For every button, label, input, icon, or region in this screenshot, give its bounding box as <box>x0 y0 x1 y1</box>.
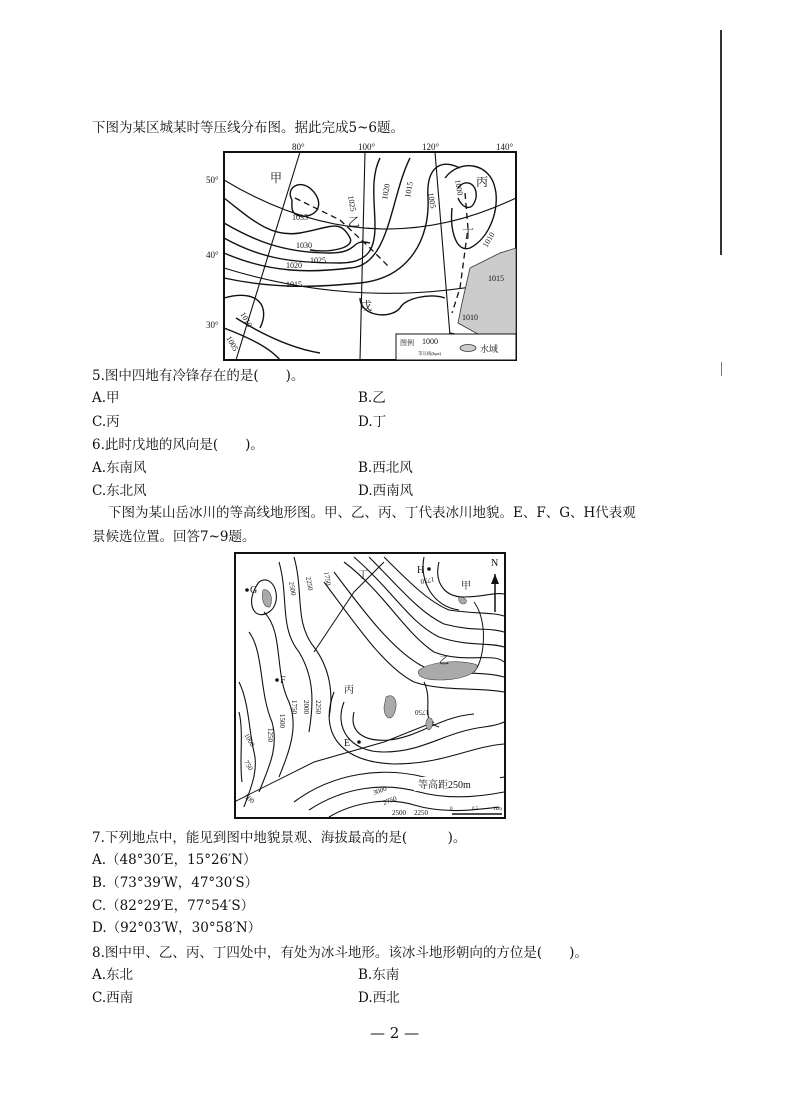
place-jia: 甲 <box>461 581 471 592</box>
isobar-map <box>200 138 530 366</box>
q7-option-b[interactable]: B.（73°39′W，47°30′S） <box>92 875 259 891</box>
svg-text:2500: 2500 <box>392 809 406 817</box>
svg-text:1750: 1750 <box>322 570 333 587</box>
svg-text:2750: 2750 <box>381 794 398 807</box>
svg-text:1750: 1750 <box>415 708 429 716</box>
q7-stem: 7.下列地点中，能见到图中地貌景观、海拔最高的是( )。 <box>92 830 467 846</box>
lat-label: 40° <box>206 250 219 260</box>
svg-text:1005: 1005 <box>224 334 241 353</box>
q5-option-d[interactable]: D.丁 <box>358 414 387 430</box>
place-wu: 戊 <box>360 299 373 313</box>
q7-option-c[interactable]: C.（82°29′E，77°54′S） <box>92 898 255 914</box>
point-h: H <box>417 565 425 576</box>
svg-text:1015: 1015 <box>286 280 302 289</box>
intro-text-5-6: 下图为某区城某时等压线分布图。据此完成5~6题。 <box>92 120 404 136</box>
place-ding: 丁 <box>358 570 368 581</box>
contour-interval: 等高距250m <box>418 780 471 791</box>
svg-text:2250: 2250 <box>304 575 315 592</box>
svg-text:3000: 3000 <box>371 784 388 797</box>
svg-text:1000: 1000 <box>242 732 257 749</box>
place-jia: 甲 <box>270 171 283 185</box>
svg-text:1010: 1010 <box>480 230 497 249</box>
svg-text:1500: 1500 <box>278 714 286 728</box>
svg-text:1750: 1750 <box>419 575 436 586</box>
svg-text:2000: 2000 <box>302 700 310 714</box>
svg-text:1000: 1000 <box>422 337 438 346</box>
q8-option-d[interactable]: D.西北 <box>358 990 400 1006</box>
legend <box>396 334 516 360</box>
svg-text:0.5: 0.5 <box>472 807 479 812</box>
place-yi: 乙 <box>348 215 361 229</box>
point-g: G <box>250 585 258 596</box>
svg-text:750: 750 <box>242 759 255 773</box>
svg-text:1010: 1010 <box>238 310 255 329</box>
q5-option-a[interactable]: A.甲 <box>92 390 120 406</box>
svg-text:1020: 1020 <box>286 261 302 270</box>
svg-text:1010: 1010 <box>462 313 478 322</box>
q7-option-d[interactable]: D.（92°03′W，30°58′N） <box>92 920 262 936</box>
lon-label: 80° <box>292 142 305 152</box>
q6-option-b[interactable]: B.西北风 <box>358 460 413 476</box>
svg-text:1025: 1025 <box>346 194 358 213</box>
svg-text:2250: 2250 <box>314 700 322 714</box>
svg-text:1030: 1030 <box>296 241 312 250</box>
svg-text:1km: 1km <box>493 807 502 812</box>
scan-mark <box>721 362 722 376</box>
svg-text:1015: 1015 <box>488 274 504 283</box>
svg-text:水域: 水域 <box>480 344 499 354</box>
svg-text:1750: 1750 <box>290 700 298 714</box>
glacier-contour-map <box>234 552 506 820</box>
point-e: E <box>344 738 351 749</box>
lon-label: 100° <box>358 142 376 152</box>
place-ding: 丁 <box>462 227 475 241</box>
lon-label: 120° <box>422 142 440 152</box>
svg-text:N: N <box>491 558 499 569</box>
q6-option-c[interactable]: C.东北风 <box>92 483 147 499</box>
q8-stem: 8.图中甲、乙、丙、丁四处中，有处为冰斗地形。该冰斗地形朝向的方位是( )。 <box>92 945 588 961</box>
svg-text:1250: 1250 <box>266 728 274 742</box>
svg-text:2500: 2500 <box>287 580 298 597</box>
svg-text:1025: 1025 <box>310 256 326 265</box>
lon-label: 140° <box>496 142 514 152</box>
q5-option-c[interactable]: C.丙 <box>92 414 120 430</box>
q5-option-b[interactable]: B.乙 <box>358 390 386 406</box>
q6-option-a[interactable]: A.东南风 <box>92 460 147 476</box>
q8-option-b[interactable]: B.东南 <box>358 967 400 983</box>
lat-label: 30° <box>206 320 219 330</box>
svg-text:1005: 1005 <box>426 191 438 210</box>
svg-text:2250: 2250 <box>414 809 428 817</box>
svg-text:图例: 图例 <box>400 339 414 347</box>
svg-text:500: 500 <box>242 792 256 806</box>
svg-text:1015: 1015 <box>403 181 415 199</box>
q8-option-c[interactable]: C.西南 <box>92 990 134 1006</box>
q8-option-a[interactable]: A.东北 <box>92 967 134 983</box>
intro-text-7-9-line1: 下图为某山岳冰川的等高线地形图。甲、乙、丙、丁代表冰川地貌。E、F、G、H代表观 <box>108 505 636 521</box>
place-bing: 丙 <box>476 175 489 189</box>
point-f: F <box>280 675 286 686</box>
lat-label: 50° <box>206 175 219 185</box>
q7-option-a[interactable]: A.（48°30′E，15°26′N） <box>92 852 257 868</box>
q5-stem: 5.图中四地有冷锋存在的是( )。 <box>92 368 305 384</box>
page-number: — 2 — <box>370 1024 420 1042</box>
scan-edge-line <box>720 30 722 255</box>
water-area <box>458 248 516 343</box>
svg-text:0: 0 <box>450 807 453 812</box>
svg-text:1020: 1020 <box>380 183 392 201</box>
q6-stem: 6.此时戊地的风向是( )。 <box>92 437 264 453</box>
place-yi: 乙 <box>439 656 449 667</box>
q6-option-d[interactable]: D.西南风 <box>358 483 414 499</box>
svg-text:1000: 1000 <box>453 178 465 197</box>
place-bing: 丙 <box>344 685 354 696</box>
intro-text-7-9-line2: 景候选位置。回答7~9题。 <box>92 529 256 545</box>
svg-text:1035: 1035 <box>292 213 308 222</box>
svg-text:等压线(hpa): 等压线(hpa) <box>418 351 441 356</box>
